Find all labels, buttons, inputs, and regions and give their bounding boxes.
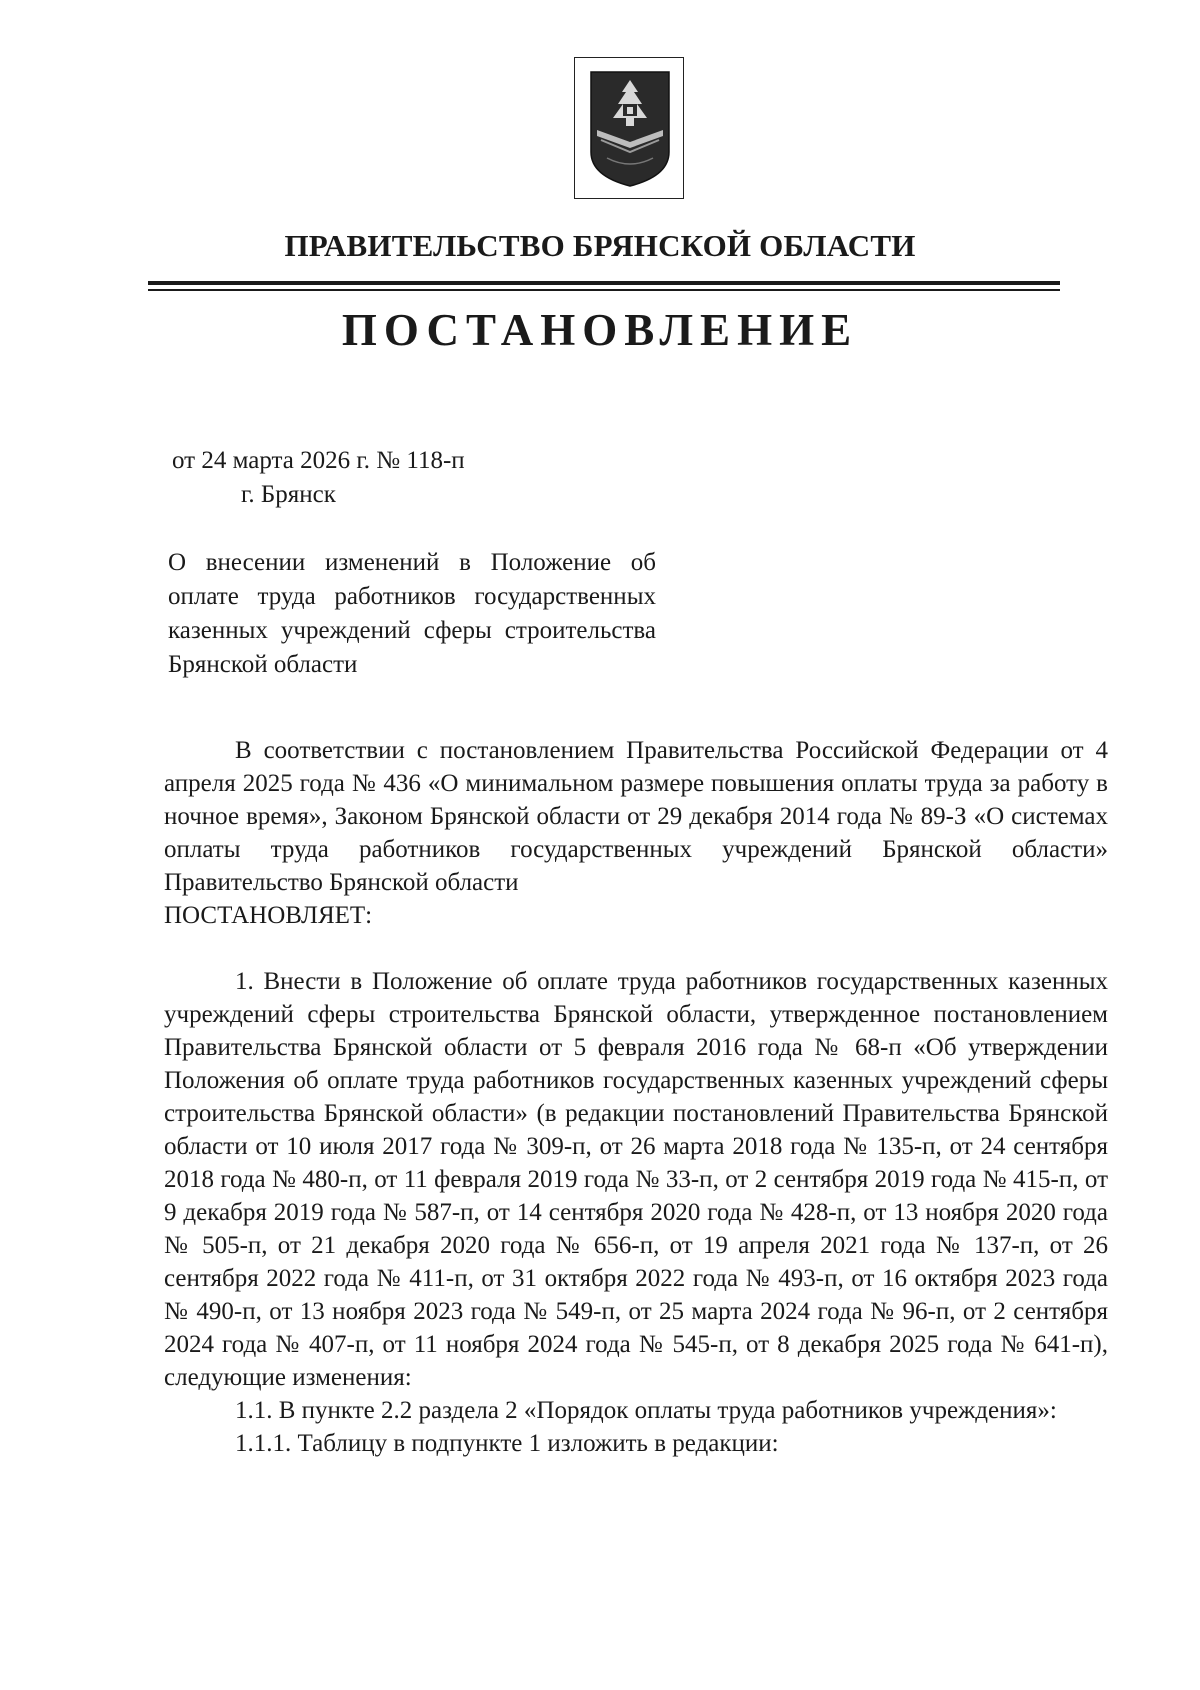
resolves-heading: ПОСТАНОВЛЯЕТ:: [164, 902, 373, 929]
coat-of-arms-icon: [587, 66, 673, 190]
document-subject: О внесении изменений в Положение об оплате труда работников государственных казенных учреждений сферы строительства Брянской области: [168, 549, 656, 678]
issuing-authority: ПРАВИТЕЛЬСТВО БРЯНСКОЙ ОБЛАСТИ: [284, 228, 916, 263]
item-1-1-paragraph: 1.1. В пункте 2.2 раздела 2 «Порядок оплаты труда работников учреждения»:: [235, 1397, 1057, 1424]
date-and-number: от 24 марта 2026 г. № 118-п: [172, 447, 465, 474]
coat-of-arms-emblem: [574, 57, 684, 199]
preamble-paragraph: В соответствии с постановлением Правительства Российской Федерации от 4 апреля 2025 года № 436 «О минимальном размере повышения оплаты труда за работу в ночное время», Законом Брянской области от 29 декабря 2014 года № 89-З «О системах оплаты труда работников государственных учреждений Брянской области» Правительство Брянской области: [164, 737, 1108, 896]
item-1-1-1-paragraph: 1.1.1. Таблицу в подпункте 1 изложить в редакции:: [235, 1430, 779, 1457]
city-of-issue: г. Брянск: [241, 481, 336, 508]
document-type-title: ПОСТАНОВЛЕНИЕ: [341, 305, 859, 355]
header-rule-thick: [148, 281, 1060, 285]
header-rule-thin: [148, 289, 1060, 291]
document-body: [164, 734, 1108, 1460]
item-1-paragraph: 1. Внести в Положение об оплате труда работников государственных казенных учреждений сферы строительства Брянской области, утвержденное постановлением Правительства Брянской области от 5 февраля 2016 года № 68-п «Об утверждении Положения об оплате труда работников государственных казенных учреждений сферы строительства Брянской области» (в редакции постановлений Правительства Брянской области от 10 июля 2017 года № 309-п, от 26 марта 2018 года № 135-п, от 24 сентября 2018 года № 480-п, от 11 февраля 2019 года № 33-п, от 2 сентября 2019 года № 415-п, от 9 декабря 2019 года № 587-п, от 14 сентября 2020 года № 428-п, от 13 ноября 2020 года № 505-п, от 21 декабря 2020 года № 656-п, от 19 апреля 2021 года № 137-п, от 26 сентября 2022 года № 411-п, от 31 октября 2022 года № 493-п, от 16 октября 2023 года № 490-п, от 13 ноября 2023 года № 549-п, от 25 марта 2024 года № 96-п, от 2 сентября 2024 года № 407-п, от 11 ноября 2024 года № 545-п, от 8 декабря 2025 года № 641-п), следующие изменения:: [164, 968, 1108, 1391]
